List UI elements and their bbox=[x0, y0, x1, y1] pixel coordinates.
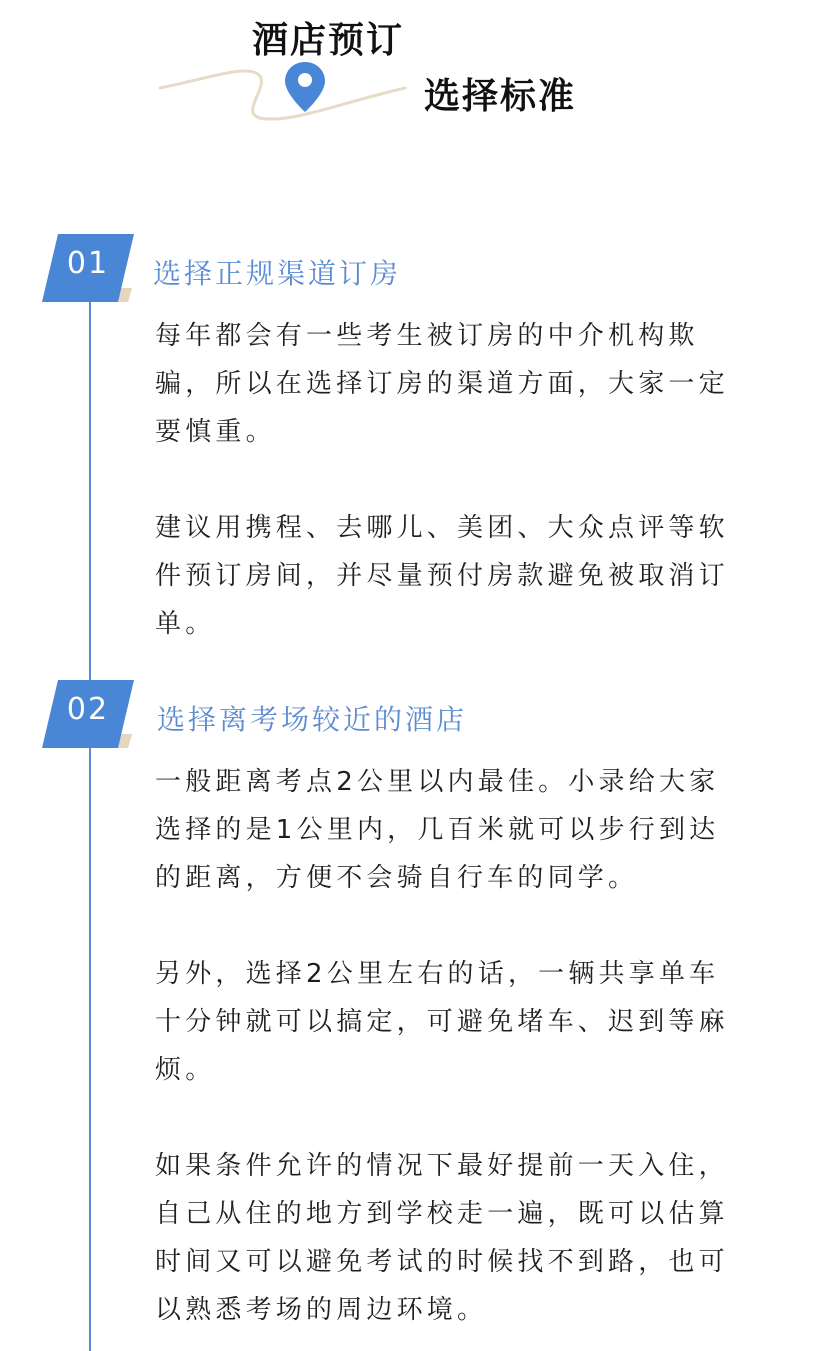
section-number-badge bbox=[42, 680, 142, 750]
section-number: 01 bbox=[66, 246, 110, 281]
section-paragraph: 一般距离考点2公里以内最佳。小录给大家选择的是1公里内，几百米就可以步行到达的距离，方便不会骑自行车的同学。 bbox=[155, 767, 720, 893]
section-paragraph: 每年都会有一些考生被订房的中介机构欺骗，所以在选择订房的渠道方面，大家一定要慎重。 bbox=[155, 321, 729, 447]
timeline-line bbox=[89, 300, 91, 1351]
section-number: 02 bbox=[66, 692, 110, 727]
page-title-line2: 选择标准 bbox=[424, 76, 577, 117]
section-paragraph: 建议用携程、去哪儿、美团、大众点评等软件预订房间，并尽量预付房款避免被取消订单。 bbox=[155, 513, 729, 639]
section-title: 选择离考场较近的酒店 bbox=[157, 703, 468, 736]
page-header bbox=[0, 0, 828, 160]
location-pin-icon bbox=[285, 62, 325, 112]
section-title: 选择正规渠道订房 bbox=[153, 257, 402, 290]
page-title-line1: 酒店预订 bbox=[252, 20, 405, 61]
section-paragraph: 如果条件允许的情况下最好提前一天入住，自己从住的地方到学校走一遍，既可以估算时间又可以避免考试的时候找不到路，也可以熟悉考场的周边环境。 bbox=[155, 1151, 729, 1325]
section-paragraph: 另外，选择2公里左右的话，一辆共享单车十分钟就可以搞定，可避免堵车、迟到等麻烦。 bbox=[155, 959, 729, 1085]
section-number-badge bbox=[42, 234, 142, 304]
